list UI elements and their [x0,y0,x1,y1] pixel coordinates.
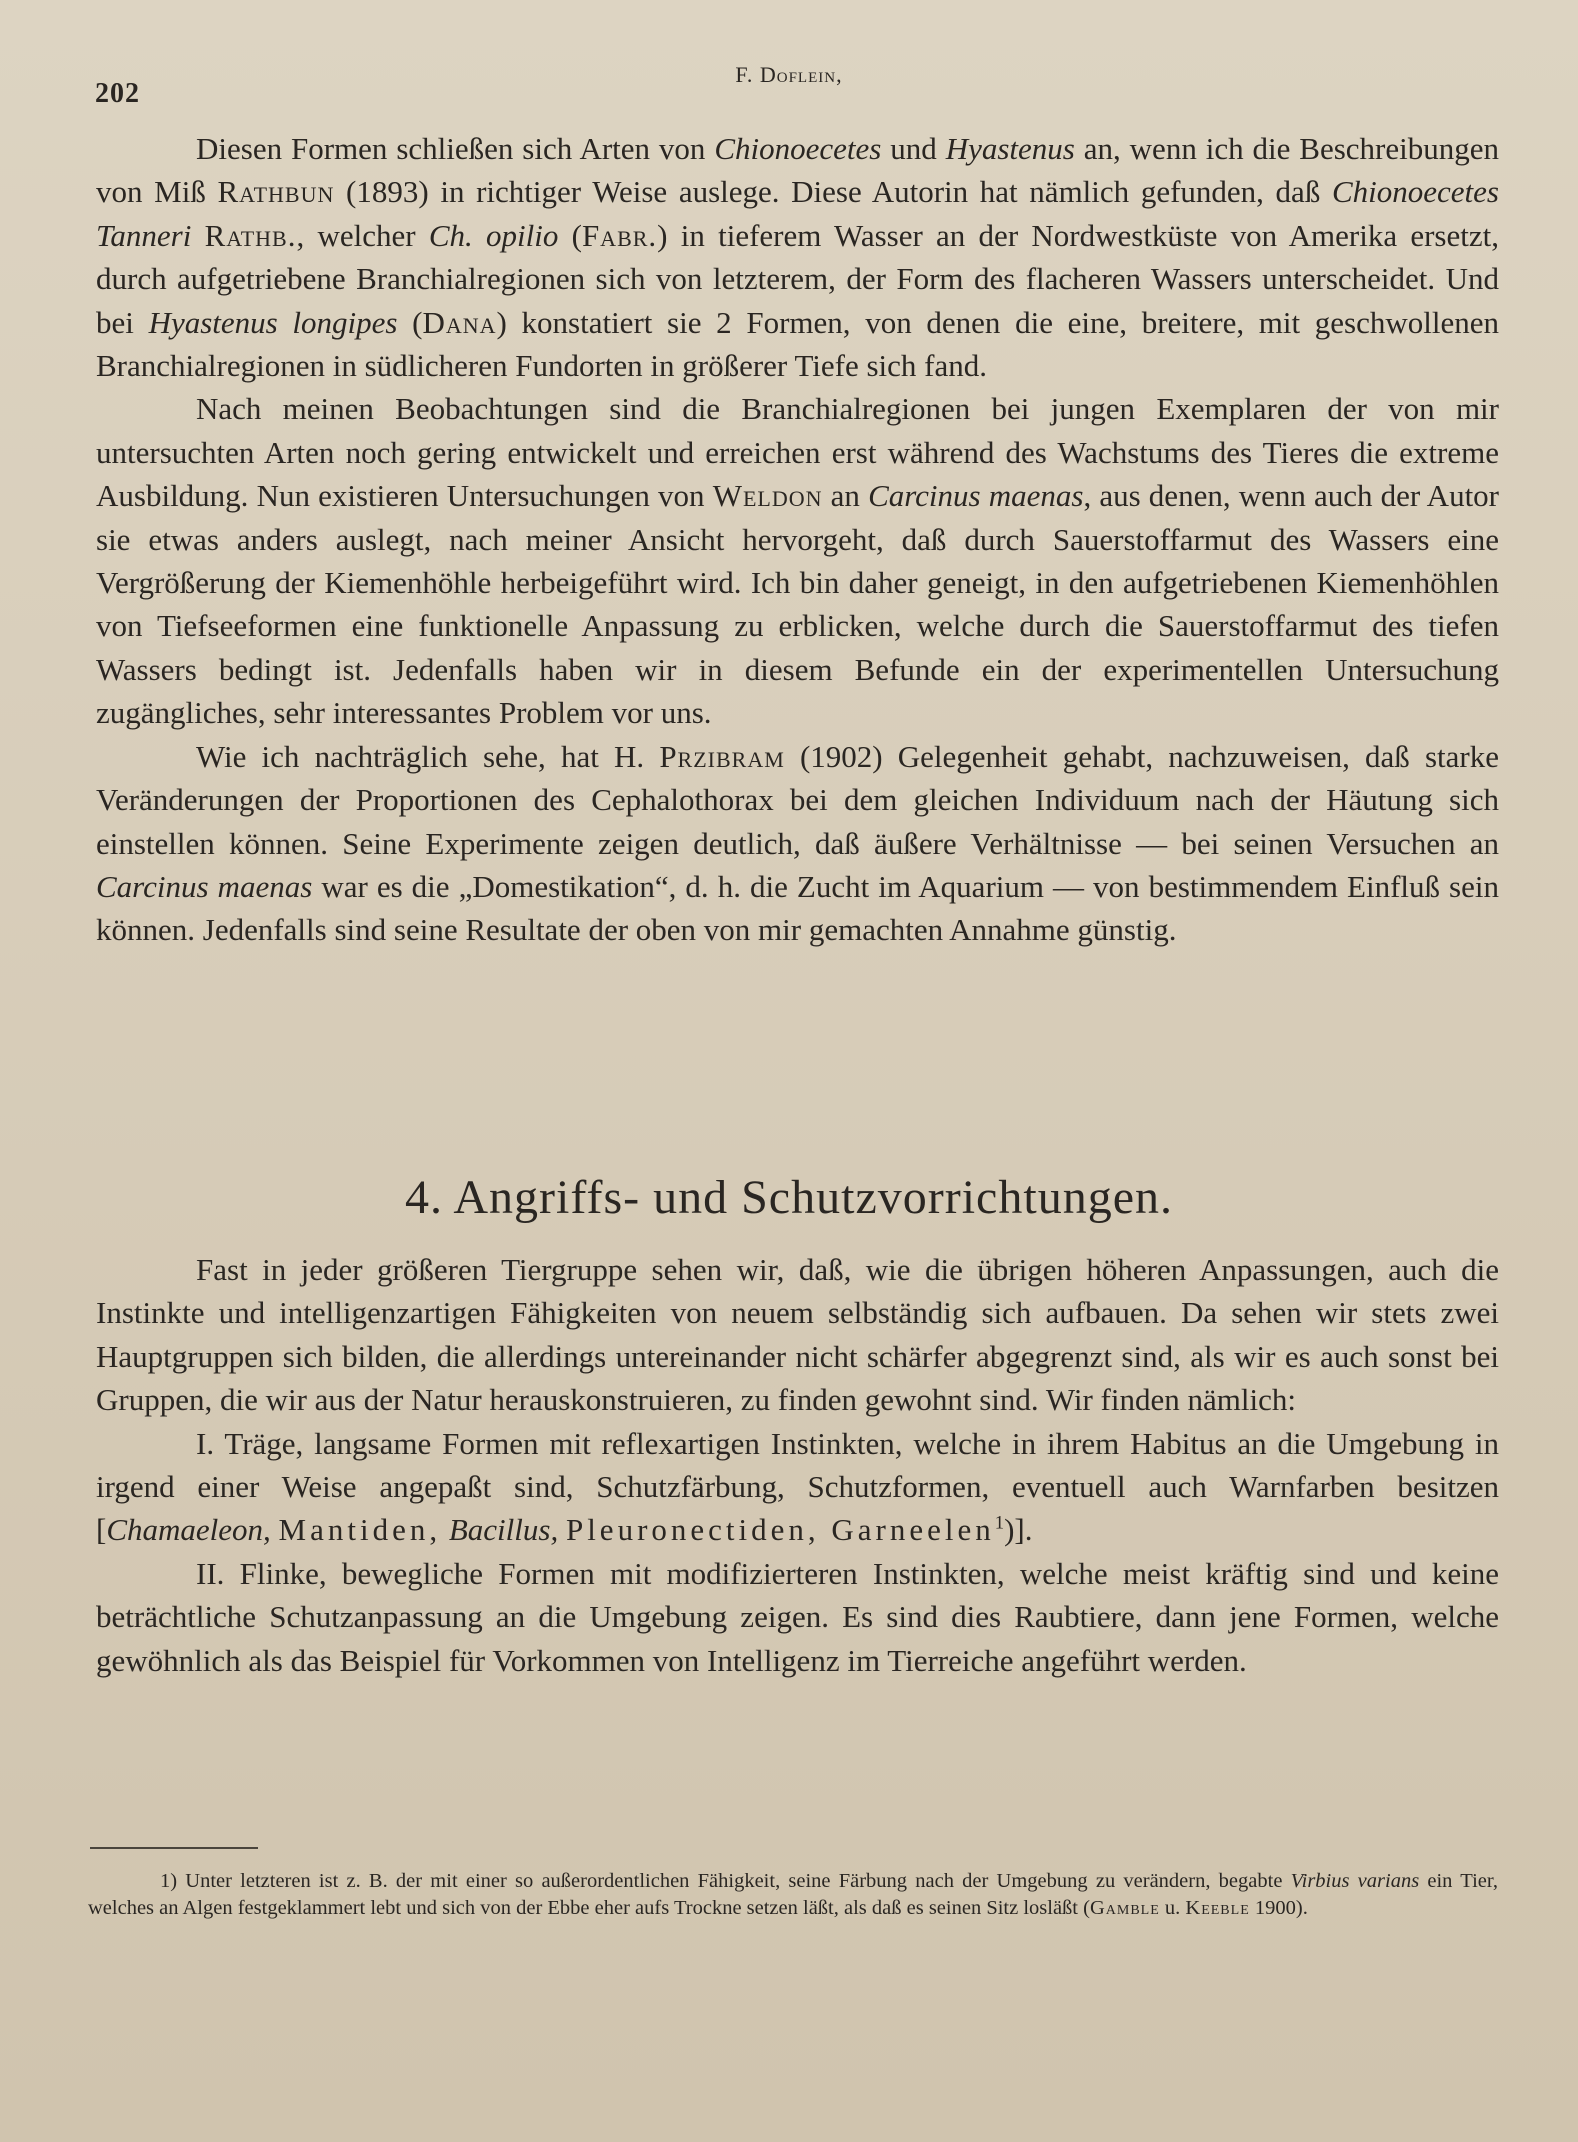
footnote-reference[interactable]: 1 [994,1513,1005,1535]
genus-name: Bacillus, [448,1512,559,1548]
text-run: an, wenn ich die Beschreibungen von Miß [96,131,1499,210]
text-run: 1900). [1249,1897,1308,1919]
footnote-divider [90,1847,258,1849]
text-run: und [881,131,946,166]
text-run: ) Unter letzteren ist z. B. der mit einer so außerordentlichen Fähigkeit, seine Färbung nach der Umgebung zu verändern, begabte [170,1870,1291,1892]
author-name: Fabr. [581,217,658,253]
author-name: Przibram [659,738,785,774]
group-name: Mantiden, [278,1512,442,1548]
text-run: ) konstatiert sie 2 Formen, von denen die eine, breitere, mit geschwollenen Branchialregionen in südlicheren Fundorten in größerer Tiefe sich fand. [96,304,1500,384]
text-run [191,218,204,253]
text-run: (1902) Gelegenheit gehabt, nachzuweisen, daß starke Veränderungen der Proportionen des Cephalothorax bei dem gleichen Individuum nach der Häutung sich einstellen können. Seine Experimente zeigen deutlich, daß äußere Verhältnisse — bei seinen Versuchen an [96,738,1499,861]
genus-name: Chamaeleon, [106,1512,271,1548]
text-run: Diesen Formen schließen sich Arten von [196,131,715,166]
text-run [441,1512,449,1547]
section-one-text [96,127,1499,952]
species-name: Virbius varians [1290,1870,1420,1892]
text-run: an [822,478,869,514]
author-name: Keeble [1185,1897,1250,1919]
text-run: ) in tieferem Wasser an der Nordwestküste von Amerika ersetzt, durch aufgetriebene Branchialregionen sich von letzterem, der Form des flacheren Wassers unterscheidet. Und bei [96,217,1499,340]
text-run: war es die „Domestikation“, d. h. die Zucht im Aquarium — von bestimmendem Einfluß sein können. Jedenfalls sind seine Resultate der oben von mir gemachten Annahme günstig. [96,868,1499,948]
text-run: , aus denen, wenn auch der Autor sie etwas anders auslegt, nach meiner Ansicht hervorgeht, daß durch Sauerstoffarmut des Wassers eine Vergrößerung der Kiemenhöhle herbeigeführt wird. Ich bin daher geneigt, in den aufgetriebenen Kiemenhöhlen von Tiefseeformen eine funktionelle Anpassung zu erblicken, welche durch die Sauerstoffarmut des tiefen Wassers bedingt ist. Jedenfalls haben wir in diesem Befunde ein der experimentellen Untersuchung zugängliches, sehr interessantes Problem vor uns. [96,478,1500,731]
text-run: )]. [1004,1512,1033,1548]
text-run: (1893) in richtiger Weise auslege. Diese Autorin hat nämlich gefunden, daß [334,174,1332,210]
text-run [558,1512,566,1547]
text-run: I. Träge, langsame Formen mit reflexartigen Instinkten, welche in ihrem Habitus an die Umgebung in irgend einer Weise angepaßt sind, Schutzfärbung, Schutzformen, eventuell auch Warnfarben besitzen [ [96,1425,1499,1548]
text-run: ( [397,304,423,340]
paragraph [96,387,1499,734]
footnote-text [88,1868,1498,1922]
paragraph [96,735,1499,952]
text-run [271,1512,279,1547]
text-run: , welcher [296,217,429,253]
author-name: Rathbun [217,174,335,210]
author-name: Gamble [1089,1897,1160,1919]
species-name: Chionoecetes Tanneri [96,174,1499,253]
text-run: ein Tier, welches an Algen festgeklammert lebt und sich von der Ebbe eher aufs Trockne setzen läßt, als daß es seinen Sitz losläßt ( [88,1870,1498,1919]
author-name: Weldon [712,478,823,514]
group-name: Pleuronectiden, Garneelen [565,1512,995,1548]
species-name: Carcinus maenas [868,478,1084,514]
footnote [88,1868,1498,1922]
footnote-mark: 1 [160,1870,171,1892]
page-number: 202 [95,78,140,109]
text-run: ( [558,217,582,253]
species-name: Ch. opilio [428,217,559,253]
section-two-text [96,1248,1499,1682]
text-run: u. [1159,1897,1186,1919]
running-head: F. Doflein, [735,62,843,87]
species-name: Hyastenus longipes [148,304,398,340]
text-run: Wie ich nachträglich sehe, hat H. [196,738,660,774]
genus-name: Chionoecetes [714,131,882,166]
species-name: Carcinus maenas [96,868,313,904]
author-name: Rathb. [204,217,297,253]
author-name: Dana [422,304,497,340]
paragraph: II. Flinke, bewegliche Formen mit modifizierteren Instinkten, welche meist kräftig sind und keine beträchtliche Schutzanpassung an die Umgebung zeigen. Es sind dies Raubtiere, dann jene Formen, welche gewöhnlich als das Beispiel für Vorkommen von Intelligenz im Tierreiche angeführt werden. [96,1555,1499,1678]
paragraph [96,1422,1499,1552]
genus-name: Hyastenus [945,131,1075,166]
text-run: Nach meinen Beobachtungen sind die Branchialregionen bei jungen Exemplaren der von mir untersuchten Arten noch gering entwickelt und erreichen erst während des Wachstums des Tieres die extreme Ausbildung. Nun existieren Untersuchungen von [96,391,1499,514]
section-heading: 4. Angriffs- und Schutzvorrichtungen. [405,1171,1173,1224]
paragraph [96,127,1499,387]
paragraph: Fast in jeder größeren Tiergruppe sehen wir, daß, wie die übrigen höheren Anpassungen, auch die Instinkte und intelligenzartigen Fähigkeiten von neuem selbständig sich aufbauen. Da sehen wir stets zwei Hauptgruppen sich bilden, die allerdings untereinander nicht schärfer abgegrenzt sind, als wir es auch sonst bei Gruppen, die wir aus der Natur herauskonstruieren, zu finden gewohnt sind. Wir finden nämlich: [96,1252,1499,1418]
